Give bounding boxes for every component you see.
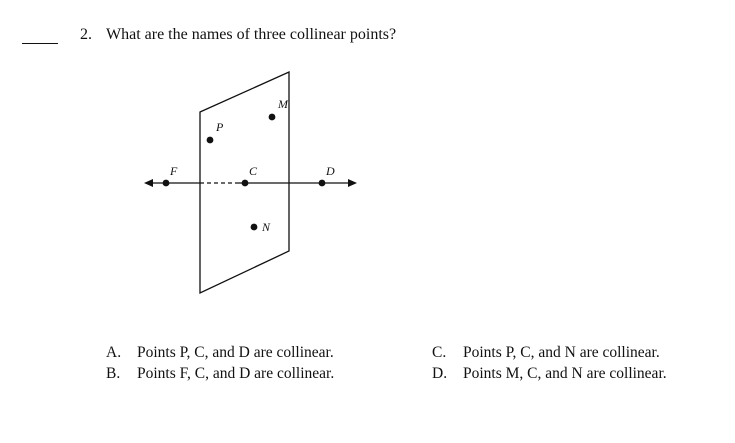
choice-text: Points P, C, and N are collinear. xyxy=(463,344,660,361)
question-text: What are the names of three collinear points? xyxy=(106,26,397,43)
label-p: P xyxy=(216,120,224,134)
arrow-left-icon xyxy=(144,179,153,187)
choice-letter: D. xyxy=(432,365,448,382)
point-p xyxy=(207,137,214,144)
choice-letter: A. xyxy=(106,344,122,361)
choice-text: Points F, C, and D are collinear. xyxy=(137,365,335,382)
label-f: F xyxy=(170,164,178,178)
choice-d[interactable] xyxy=(432,365,667,383)
point-f xyxy=(163,180,170,187)
question-number: 2. xyxy=(80,26,92,43)
point-m xyxy=(269,114,276,121)
choice-b[interactable] xyxy=(106,365,334,383)
choice-letter: C. xyxy=(432,344,447,361)
label-c: C xyxy=(249,164,258,178)
choice-text: Points P, C, and D are collinear. xyxy=(137,344,334,361)
choice-letter: B. xyxy=(106,365,121,382)
point-n xyxy=(251,224,258,231)
label-m: M xyxy=(278,97,288,111)
label-n: N xyxy=(262,220,271,234)
arrow-right-icon xyxy=(348,179,357,187)
choice-a[interactable] xyxy=(106,344,334,362)
choice-text: Points M, C, and N are collinear. xyxy=(463,365,667,382)
choice-c[interactable] xyxy=(432,344,660,362)
point-c xyxy=(242,180,249,187)
label-d: D xyxy=(326,164,335,178)
point-d xyxy=(319,180,326,187)
